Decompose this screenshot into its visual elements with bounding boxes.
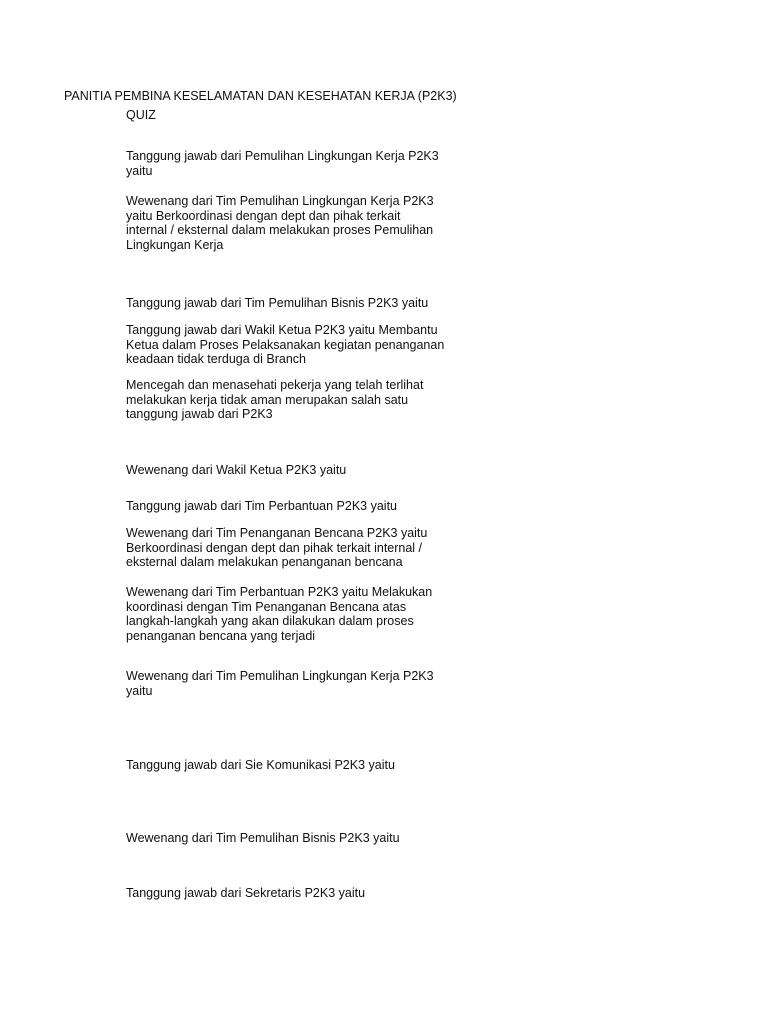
quiz-item: Wewenang dari Tim Pemulihan Bisnis P2K3 yaitu (126, 831, 400, 845)
quiz-item: Wewenang dari Tim Penanganan Bencana P2K3 yaitu Berkoordinasi dengan dept dan pihak terkait internal / eksternal dalam melakukan penanganan bencana (126, 526, 428, 570)
quiz-item: Tanggung jawab dari Sie Komunikasi P2K3 yaitu (126, 758, 395, 772)
quiz-item: Wewenang dari Tim Pemulihan Lingkungan Kerja P2K3 yaitu Berkoordinasi dengan dept dan pihak terkait internal / eksternal dalam melakukan proses Pemulihan Lingkungan Kerja (126, 194, 434, 252)
quiz-item: Wewenang dari Tim Pemulihan Lingkungan Kerja P2K3 yaitu (126, 669, 434, 698)
quiz-item: Tanggung jawab dari Pemulihan Lingkungan Kerja P2K3 yaitu (126, 149, 439, 178)
quiz-item: Wewenang dari Tim Perbantuan P2K3 yaitu Melakukan koordinasi dengan Tim Penanganan Bencana atas langkah-langkah yang akan dilakukan dalam proses penanganan bencana yang terjadi (126, 585, 433, 643)
document-title: PANITIA PEMBINA KESELAMATAN DAN KESEHATAN KERJA (P2K3) (64, 89, 457, 103)
quiz-item: Mencegah dan menasehati pekerja yang telah terlihat melakukan kerja tidak aman merupakan salah satu tanggung jawab dari P2K3 (126, 378, 424, 422)
quiz-item: Tanggung jawab dari Sekretaris P2K3 yaitu (126, 886, 366, 900)
quiz-item: Tanggung jawab dari Wakil Ketua P2K3 yaitu Membantu Ketua dalam Proses Pelaksanakan kegiatan penanganan keadaan tidak terduga di Branch (126, 323, 445, 367)
quiz-item: Tanggung jawab dari Tim Perbantuan P2K3 yaitu (126, 499, 398, 513)
quiz-item: Tanggung jawab dari Tim Pemulihan Bisnis P2K3 yaitu (126, 296, 429, 310)
document-subtitle: QUIZ (126, 108, 156, 122)
quiz-item: Wewenang dari Wakil Ketua P2K3 yaitu (126, 463, 347, 477)
